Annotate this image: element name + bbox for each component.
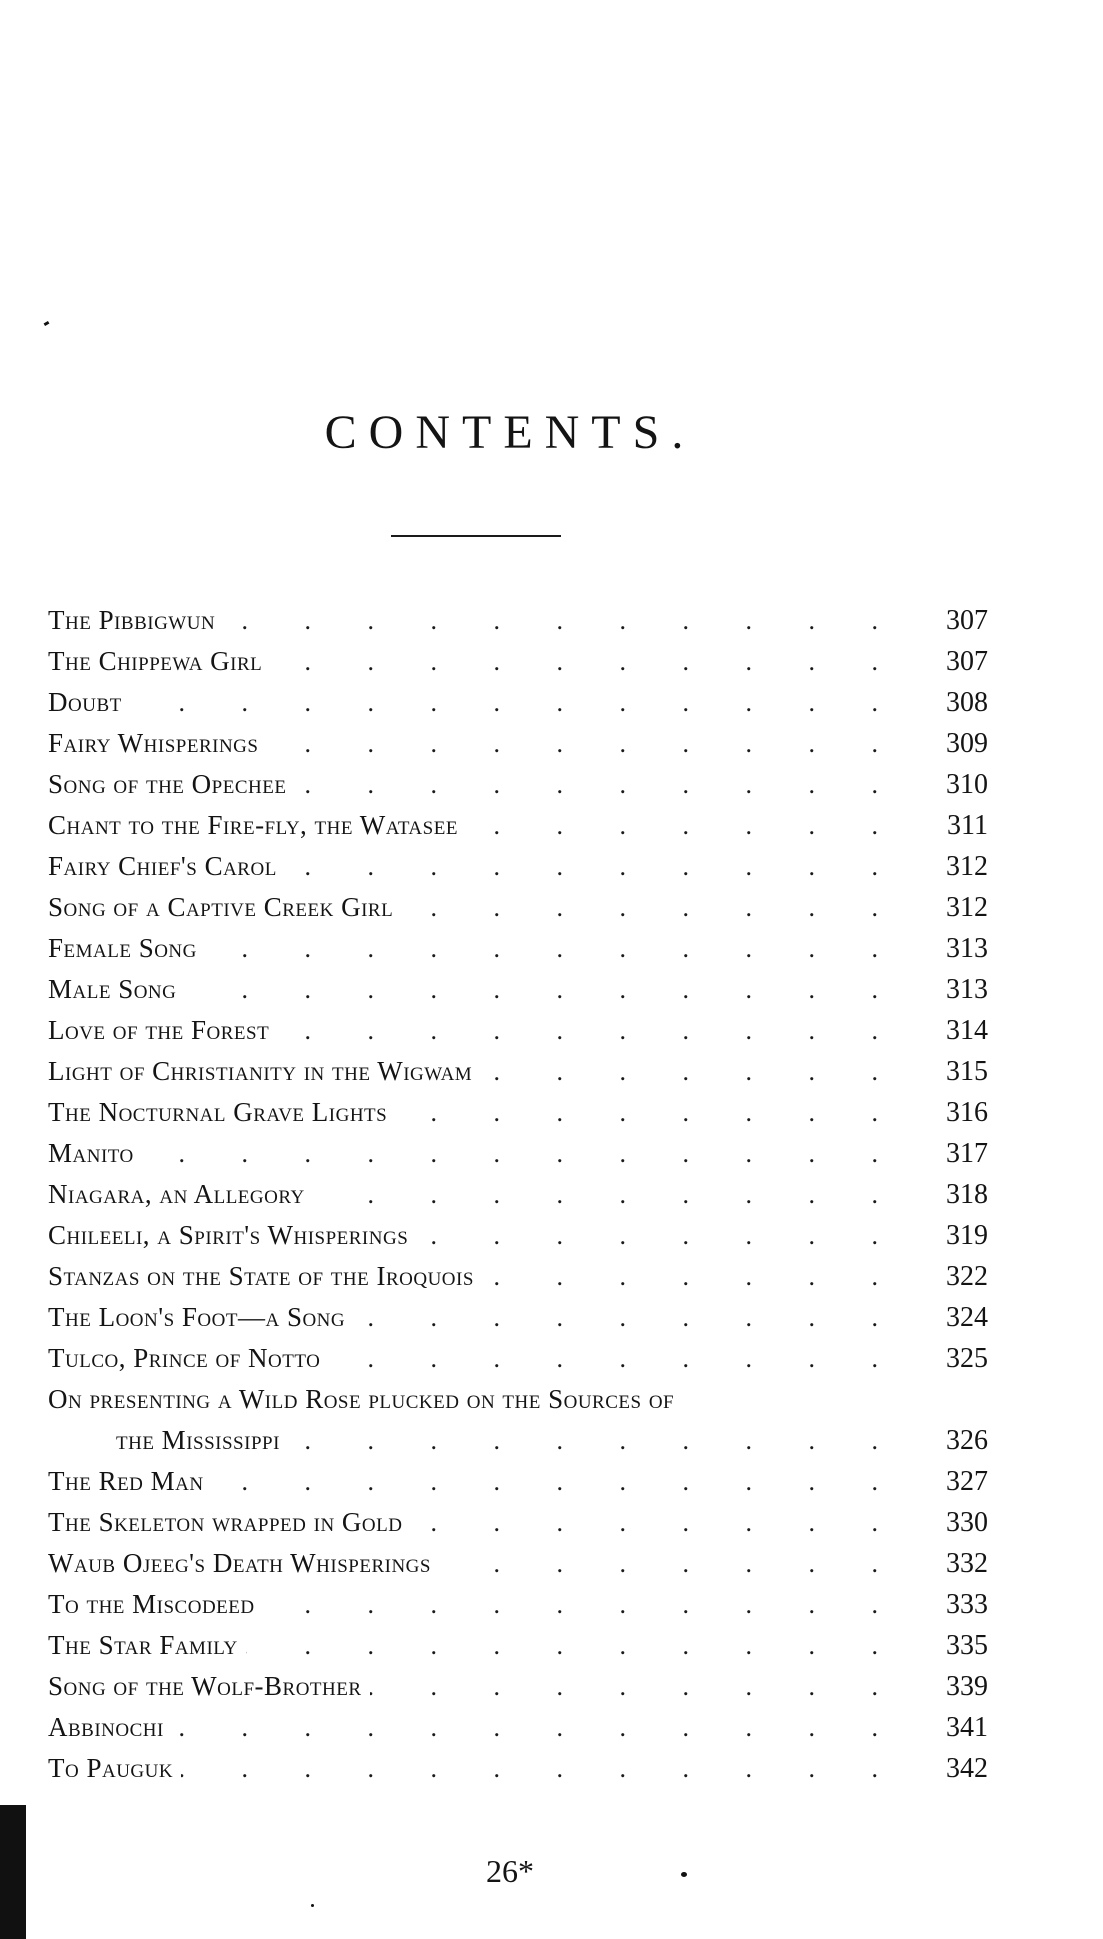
leader-dots <box>395 1098 878 1128</box>
entry-page: 325 <box>946 1343 988 1374</box>
entry-title: Female Song <box>48 933 205 964</box>
entry-page: 308 <box>946 687 988 718</box>
leader-dots <box>246 1631 878 1661</box>
contents-list <box>48 605 988 1794</box>
entry-title: Fairy Whisperings <box>48 728 266 759</box>
entry-title: Tulco, Prince of Notto <box>48 1343 328 1374</box>
leader-dots <box>266 729 878 759</box>
toc-entry-line1 <box>48 1384 988 1425</box>
toc-entry <box>48 687 988 728</box>
title-rule <box>391 535 561 537</box>
leader-dots <box>288 1426 878 1456</box>
entry-title: The Red Man <box>48 1466 212 1497</box>
leader-dots <box>277 1016 878 1046</box>
entry-page: 307 <box>946 646 988 677</box>
toc-entry <box>48 1507 988 1548</box>
scan-edge-shadow <box>0 1805 26 1939</box>
leader-dots <box>181 1754 878 1784</box>
leader-dots <box>142 1139 878 1169</box>
entry-title: Love of the Forest <box>48 1015 277 1046</box>
leader-dots <box>466 811 878 841</box>
scan-speck <box>311 1904 314 1907</box>
leader-dots <box>439 1549 878 1579</box>
leader-dots <box>401 893 878 923</box>
entry-page: 339 <box>946 1671 988 1702</box>
entry-title: Doubt <box>48 687 130 718</box>
entry-page: 335 <box>946 1630 988 1661</box>
toc-entry <box>48 933 988 974</box>
entry-page: 313 <box>946 933 988 964</box>
entry-page: 312 <box>946 851 988 882</box>
entry-title: Light of Christianity in the Wigwam <box>48 1056 480 1087</box>
entry-page: 314 <box>946 1015 988 1046</box>
entry-title: The Pibbigwun <box>48 605 223 636</box>
entry-page: 310 <box>946 769 988 800</box>
entry-page: 324 <box>946 1302 988 1333</box>
entry-title: Manito <box>48 1138 142 1169</box>
leader-dots <box>184 975 878 1005</box>
entry-title: The Loon's Foot—a Song <box>48 1302 353 1333</box>
entry-page: 330 <box>946 1507 988 1538</box>
entry-title: the Mississippi <box>116 1425 288 1456</box>
entry-page: 322 <box>946 1261 988 1292</box>
entry-title: Male Song <box>48 974 184 1005</box>
entry-page: 307 <box>946 605 988 636</box>
toc-entry <box>48 1548 988 1589</box>
entry-title: To the Miscodeed <box>48 1589 263 1620</box>
entry-page: 342 <box>946 1753 988 1784</box>
toc-entry <box>48 1671 988 1712</box>
leader-dots <box>172 1713 878 1743</box>
entry-title: Waub Ojeeg's Death Whisperings <box>48 1548 439 1579</box>
entry-title: The Nocturnal Grave Lights <box>48 1097 395 1128</box>
toc-entry <box>48 728 988 769</box>
entry-page: 309 <box>946 728 988 759</box>
toc-entry <box>48 1630 988 1671</box>
toc-entry <box>48 1712 988 1753</box>
leader-dots <box>223 606 878 636</box>
toc-entry <box>48 851 988 892</box>
page-title: CONTENTS. <box>324 406 696 459</box>
leader-dots <box>410 1508 878 1538</box>
entry-page: 313 <box>946 974 988 1005</box>
entry-page: 326 <box>946 1425 988 1456</box>
leader-dots <box>212 1467 878 1497</box>
leader-dots <box>416 1221 878 1251</box>
toc-entry <box>48 769 988 810</box>
entry-page: 316 <box>946 1097 988 1128</box>
leader-dots <box>353 1303 878 1333</box>
entry-title: The Chippewa Girl <box>48 646 270 677</box>
entry-page: 319 <box>946 1220 988 1251</box>
toc-entry-line2 <box>48 1425 988 1466</box>
toc-entry <box>48 1220 988 1261</box>
entry-title: On presenting a Wild Rose plucked on the Sources of <box>48 1384 682 1415</box>
leader-dots <box>285 852 878 882</box>
entry-page: 333 <box>946 1589 988 1620</box>
entry-title: The Skeleton wrapped in Gold <box>48 1507 410 1538</box>
toc-entry <box>48 974 988 1015</box>
toc-entry <box>48 605 988 646</box>
entry-page: 318 <box>946 1179 988 1210</box>
entry-page: 317 <box>946 1138 988 1169</box>
entry-title: To Pauguk <box>48 1753 181 1784</box>
entry-page: 332 <box>946 1548 988 1579</box>
leader-dots <box>263 1590 878 1620</box>
leader-dots <box>294 770 878 800</box>
toc-entry <box>48 1589 988 1630</box>
toc-entry <box>48 1179 988 1220</box>
entry-title: Fairy Chief's Carol <box>48 851 285 882</box>
entry-title: Song of the Opechee <box>48 769 294 800</box>
toc-entry <box>48 646 988 687</box>
entry-page: 341 <box>946 1712 988 1743</box>
entry-title: Niagara, an Allegory <box>48 1179 313 1210</box>
toc-entry <box>48 1302 988 1343</box>
leader-dots <box>328 1344 878 1374</box>
entry-title: Chileeli, a Spirit's Whisperings <box>48 1220 416 1251</box>
toc-entry <box>48 1261 988 1302</box>
toc-entry <box>48 1056 988 1097</box>
entry-page: 311 <box>947 810 988 841</box>
leader-dots <box>370 1672 878 1702</box>
scan-speck <box>681 1872 687 1877</box>
leader-dots <box>270 647 878 677</box>
entry-title: Abbinochi <box>48 1712 172 1743</box>
entry-page: 327 <box>946 1466 988 1497</box>
leader-dots <box>130 688 878 718</box>
entry-title: Chant to the Fire-fly, the Watasee <box>48 810 466 841</box>
toc-entry <box>48 1138 988 1179</box>
leader-dots <box>480 1057 878 1087</box>
scan-speck <box>44 321 50 326</box>
toc-entry <box>48 1097 988 1138</box>
toc-entry <box>48 1753 988 1794</box>
toc-entry <box>48 1466 988 1507</box>
leader-dots <box>205 934 878 964</box>
entry-title: The Star Family <box>48 1630 246 1661</box>
toc-entry <box>48 810 988 851</box>
page-folio: 26* <box>486 1853 534 1889</box>
entry-title: Song of a Captive Creek Girl <box>48 892 401 923</box>
toc-entry <box>48 1343 988 1384</box>
toc-entry <box>48 892 988 933</box>
entry-title: Stanzas on the State of the Iroquois <box>48 1261 482 1292</box>
entry-page: 312 <box>946 892 988 923</box>
toc-entry <box>48 1015 988 1056</box>
leader-dots <box>482 1262 878 1292</box>
entry-page: 315 <box>946 1056 988 1087</box>
leader-dots <box>313 1180 878 1210</box>
entry-title: Song of the Wolf-Brother <box>48 1671 370 1702</box>
